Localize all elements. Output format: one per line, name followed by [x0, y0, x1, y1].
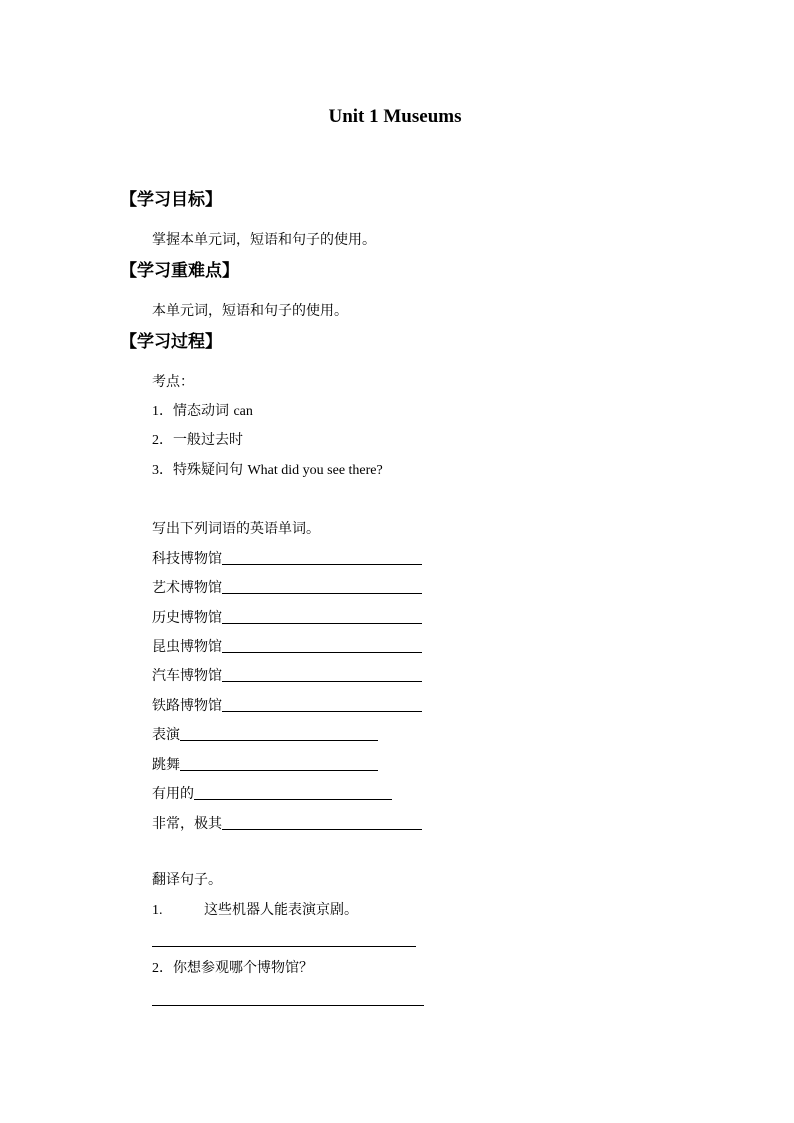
vocab-answer-blank[interactable] — [222, 548, 422, 565]
vocab-item — [152, 633, 422, 657]
vocab-term: 汽车博物馆 — [152, 668, 222, 684]
translation-answer-line[interactable] — [152, 1005, 424, 1006]
vocab-term: 表演 — [152, 727, 180, 743]
exam-point-number: 3． — [152, 463, 173, 478]
translation-item-1 — [152, 899, 358, 922]
vocab-item — [152, 721, 378, 745]
key-points-text: 本单元词，短语和句子的使用。 — [152, 303, 348, 319]
vocab-term: 艺术博物馆 — [152, 580, 222, 596]
key-points-heading: 【学习重难点】 — [120, 261, 239, 281]
vocab-answer-blank[interactable] — [222, 607, 422, 624]
process-heading: 【学习过程】 — [120, 332, 222, 352]
vocabulary-instruction: 写出下列词语的英语单词。 — [152, 521, 320, 537]
vocab-answer-blank[interactable] — [222, 665, 422, 682]
goals-text: 掌握本单元词，短语和句子的使用。 — [152, 232, 376, 248]
vocab-answer-blank[interactable] — [222, 577, 422, 594]
vocab-item — [152, 574, 422, 598]
exam-point-2 — [152, 429, 243, 452]
vocab-item — [152, 545, 422, 569]
exam-point-example: What did you see there? — [247, 463, 383, 478]
vocab-item — [152, 692, 422, 716]
exam-point-number: 1． — [152, 404, 173, 419]
vocab-answer-blank[interactable] — [194, 783, 392, 800]
exam-point-text: 情态动词 — [173, 403, 234, 419]
vocab-item — [152, 810, 422, 834]
goals-heading: 【学习目标】 — [120, 190, 222, 210]
vocab-term: 非常，极其 — [152, 816, 222, 832]
translation-instruction: 翻译句子。 — [152, 872, 222, 888]
exam-point-number: 2． — [152, 433, 173, 448]
vocab-term: 铁路博物馆 — [152, 698, 222, 714]
vocab-item — [152, 604, 422, 628]
vocab-answer-blank[interactable] — [222, 695, 422, 712]
exam-point-text: 一般过去时 — [173, 432, 243, 448]
translation-sentence: 这些机器人能表演京剧。 — [204, 902, 358, 918]
vocab-term: 昆虫博物馆 — [152, 639, 222, 655]
vocab-item — [152, 780, 392, 804]
vocab-answer-blank[interactable] — [180, 754, 378, 771]
translation-sentence: 你想参观哪个博物馆？ — [173, 960, 313, 976]
vocab-answer-blank[interactable] — [222, 813, 422, 830]
vocab-item — [152, 662, 422, 686]
vocab-answer-blank[interactable] — [180, 724, 378, 741]
vocab-item — [152, 751, 378, 775]
vocab-term: 历史博物馆 — [152, 610, 222, 626]
vocab-answer-blank[interactable] — [222, 636, 422, 653]
vocab-term: 跳舞 — [152, 757, 180, 773]
exam-point-1 — [152, 400, 253, 423]
page-title: Unit 1 Museums — [328, 106, 462, 127]
vocab-term: 科技博物馆 — [152, 551, 222, 567]
exam-point-example: can — [233, 404, 253, 419]
exam-point-text: 特殊疑问句 — [173, 462, 248, 478]
translation-answer-line[interactable] — [152, 946, 416, 947]
translation-number: 1. — [152, 903, 163, 918]
translation-number: 2． — [152, 961, 173, 976]
translation-item-2 — [152, 957, 313, 980]
exam-points-label: 考点： — [152, 374, 194, 390]
exam-point-3 — [152, 459, 383, 482]
vocab-term: 有用的 — [152, 786, 194, 802]
